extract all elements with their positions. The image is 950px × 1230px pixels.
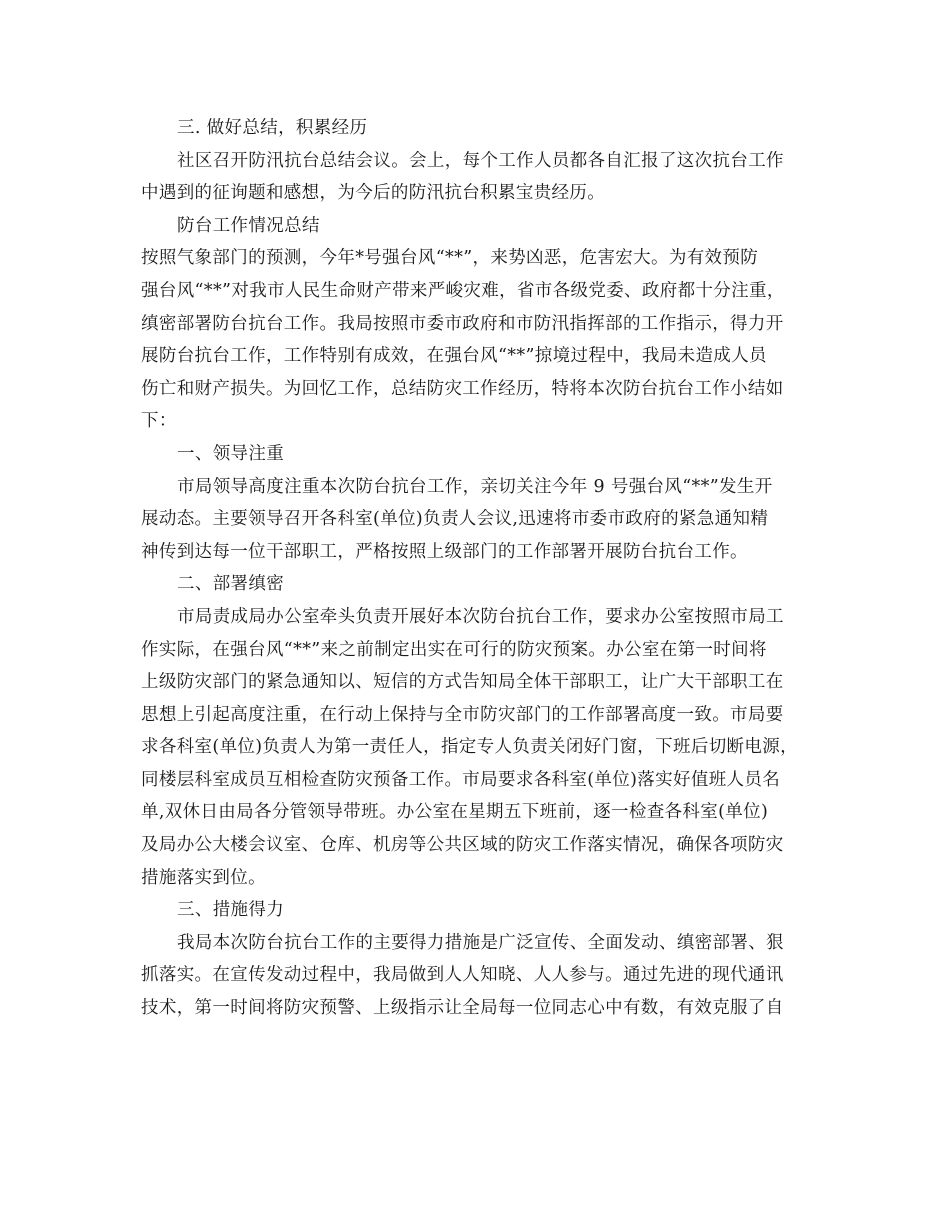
paragraph-line: 思想上引起高度注重，在行动上保持与全市防灾部门的工作部署高度一致。市局要: [141, 704, 784, 725]
section-heading: 二、部署缜密: [177, 574, 285, 595]
paragraph-line: 上级防灾部门的紧急通知以、短信的方式告知局全体干部职工，让广大干部职工在: [141, 672, 784, 693]
paragraph-line: 单,双休日由局各分管领导带班。办公室在星期五下班前，逐一检查各科室(单位): [141, 802, 769, 823]
section-heading: 一、领导注重: [177, 443, 285, 464]
paragraph-line: 神传到达每一位干部职工，严格按照上级部门的工作部署开展防台抗台工作。: [141, 541, 748, 562]
paragraph-line: 伤亡和财产损失。为回忆工作，总结防灾工作经历，特将本次防台抗台工作小结如: [141, 378, 784, 399]
paragraph-line: 展防台抗台工作，工作特别有成效，在强台风“**”掠境过程中，我局未造成人员: [141, 346, 767, 367]
paragraph-line: 中遇到的征询题和感想，为今后的防汛抗台积累宝贵经历。: [141, 183, 606, 204]
paragraph-line: 我局本次防台抗台工作的主要得力措施是广泛宣传、全面发动、缜密部署、狠: [177, 932, 784, 953]
paragraph-line: 市局领导高度注重本次防台抗台工作，亲切关注今年 9 号强台风“**”发生开: [177, 476, 773, 497]
paragraph-line: 按照气象部门的预测，今年*号强台风“**”，来势凶恶，危害宏大。为有效预防: [141, 248, 759, 269]
paragraph-line: 下：: [141, 411, 177, 432]
document-title: 防台工作情况总结: [177, 215, 320, 236]
paragraph-line: 作实际，在强台风“**”来之前制定出实在可行的防灾预案。办公室在第一时间将: [141, 639, 767, 660]
paragraph-line: 缜密部署防台抗台工作。我局按照市委市政府和市防汛指挥部的工作指示，得力开: [141, 313, 784, 334]
paragraph-line: 强台风“**”对我市人民生命财产带来严峻灾难，省市各级党委、政府都十分注重，: [141, 280, 785, 301]
section-heading: 三. 做好总结，积累经历: [177, 118, 368, 138]
paragraph-line: 市局责成局办公室牵头负责开展好本次防台抗台工作，要求办公室按照市局工: [177, 606, 784, 627]
section-heading: 三、措施得力: [177, 900, 285, 921]
paragraph-line: 同楼层科室成员互相检查防灾预备工作。市局要求各科室(单位)落实好值班人员名: [141, 769, 781, 790]
paragraph-line: 措施落实到位。: [141, 867, 266, 888]
paragraph-line: 求各科室(单位)负责人为第一责任人，指定专人负责关闭好门窗，下班后切断电源，: [141, 737, 798, 758]
paragraph-line: 及局办公大楼会议室、仓库、机房等公共区域的防灾工作落实情况，确保各项防灾: [141, 835, 784, 856]
paragraph-line: 展动态。主要领导召开各科室(单位)负责人会议,迅速将市委市政府的紧急通知精: [141, 509, 769, 530]
document-page: [141, 112, 811, 1025]
paragraph-line: 社区召开防汛抗台总结会议。会上，每个工作人员都各自汇报了这次抗台工作: [177, 150, 784, 171]
paragraph-line: 技术，第一时间将防灾预警、上级指示让全局每一位同志心中有数，有效克服了自: [141, 998, 784, 1019]
paragraph-line: 抓落实。在宣传发动过程中，我局做到人人知晓、人人参与。通过先进的现代通讯: [141, 965, 784, 986]
